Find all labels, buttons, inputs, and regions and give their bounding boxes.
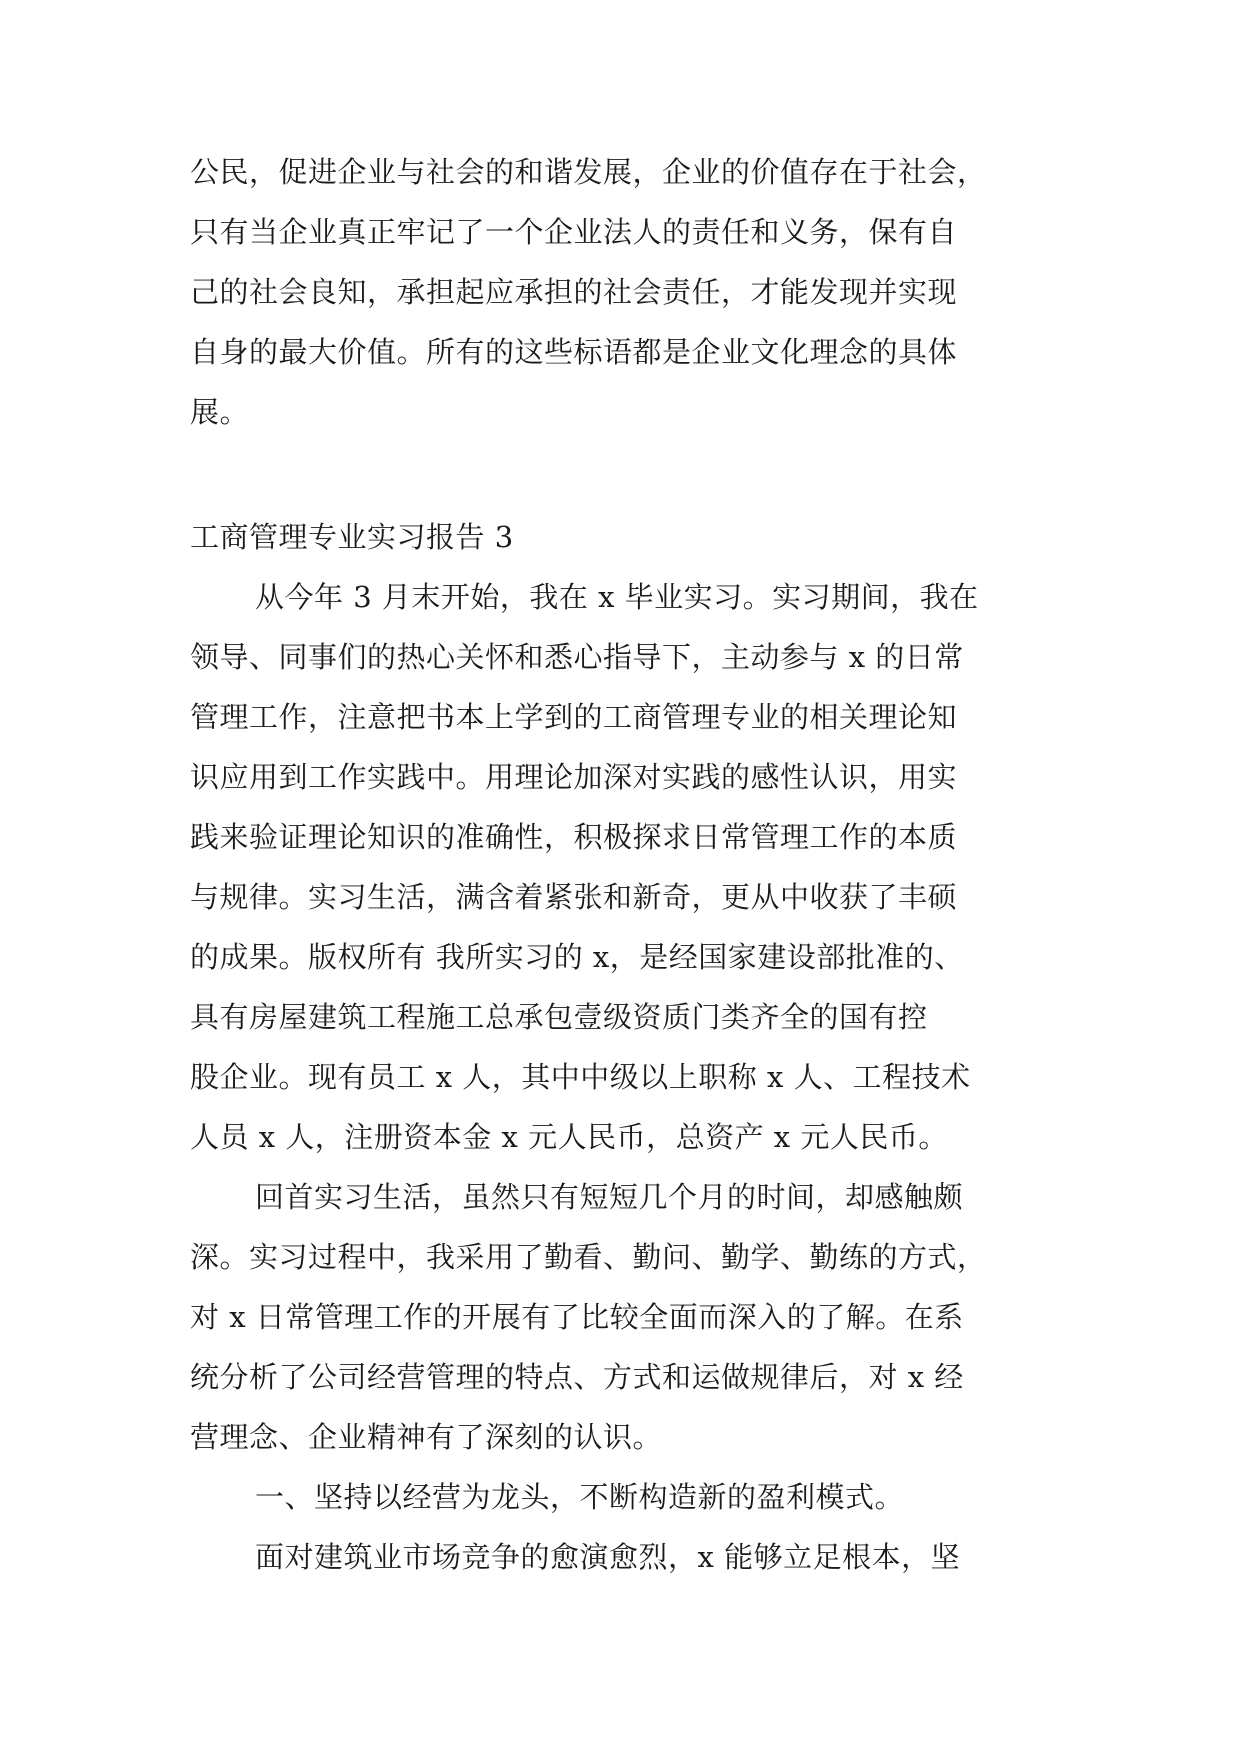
heading-1: 一、坚持以经营为龙头，不断构造新的盈利模式。 xyxy=(255,1480,905,1514)
paragraph3-line-1: 面对建筑业市场竞争的愈演愈烈，x 能够立足根本，坚 xyxy=(255,1540,961,1574)
intro-line-4: 自身的最大价值。所有的这些标语都是企业文化理念的具体 xyxy=(190,335,958,369)
paragraph1-line-4: 识应用到工作实践中。用理论加深对实践的感性认识，用实 xyxy=(190,760,958,794)
paragraph1-line-3: 管理工作，注意把书本上学到的工商管理专业的相关理论知 xyxy=(190,700,958,734)
paragraph1-line-6: 与规律。实习生活，满含着紧张和新奇，更从中收获了丰硕 xyxy=(190,880,958,914)
intro-line-5: 展。 xyxy=(190,395,250,429)
paragraph2-line-5: 营理念、企业精神有了深刻的认识。 xyxy=(190,1420,663,1454)
paragraph2-line-3: 对 x 日常管理工作的开展有了比较全面而深入的了解。在系 xyxy=(190,1300,964,1334)
paragraph1-line-8: 具有房屋建筑工程施工总承包壹级资质门类齐全的国有控 xyxy=(190,1000,928,1034)
paragraph1-line-1: 从今年 3 月末开始，我在 x 毕业实习。实习期间，我在 xyxy=(255,580,979,614)
paragraph2-line-2: 深。实习过程中，我采用了勤看、勤问、勤学、勤练的方式， xyxy=(190,1240,987,1274)
paragraph1-line-9: 股企业。现有员工 x 人，其中中级以上职称 x 人、工程技术 xyxy=(190,1060,971,1094)
intro-line-1: 公民，促进企业与社会的和谐发展，企业的价值存在于社会， xyxy=(190,155,987,189)
paragraph1-line-5: 践来验证理论知识的准确性，积极探求日常管理工作的本质 xyxy=(190,820,958,854)
paragraph1-line-10: 人员 x 人，注册资本金 x 元人民币，总资产 x 元人民币。 xyxy=(190,1120,948,1154)
intro-line-2: 只有当企业真正牢记了一个企业法人的责任和义务，保有自 xyxy=(190,215,958,249)
paragraph1-line-2: 领导、同事们的热心关怀和悉心指导下，主动参与 x 的日常 xyxy=(190,640,964,674)
paragraph1-line-7: 的成果。版权所有 我所实习的 x，是经国家建设部批准的、 xyxy=(190,940,964,974)
intro-line-3: 己的社会良知，承担起应承担的社会责任，才能发现并实现 xyxy=(190,275,958,309)
section-title: 工商管理专业实习报告 3 xyxy=(190,520,514,554)
paragraph2-line-4: 统分析了公司经营管理的特点、方式和运做规律后，对 x 经 xyxy=(190,1360,964,1394)
paragraph2-line-1: 回首实习生活，虽然只有短短几个月的时间，却感触颇 xyxy=(255,1180,964,1214)
